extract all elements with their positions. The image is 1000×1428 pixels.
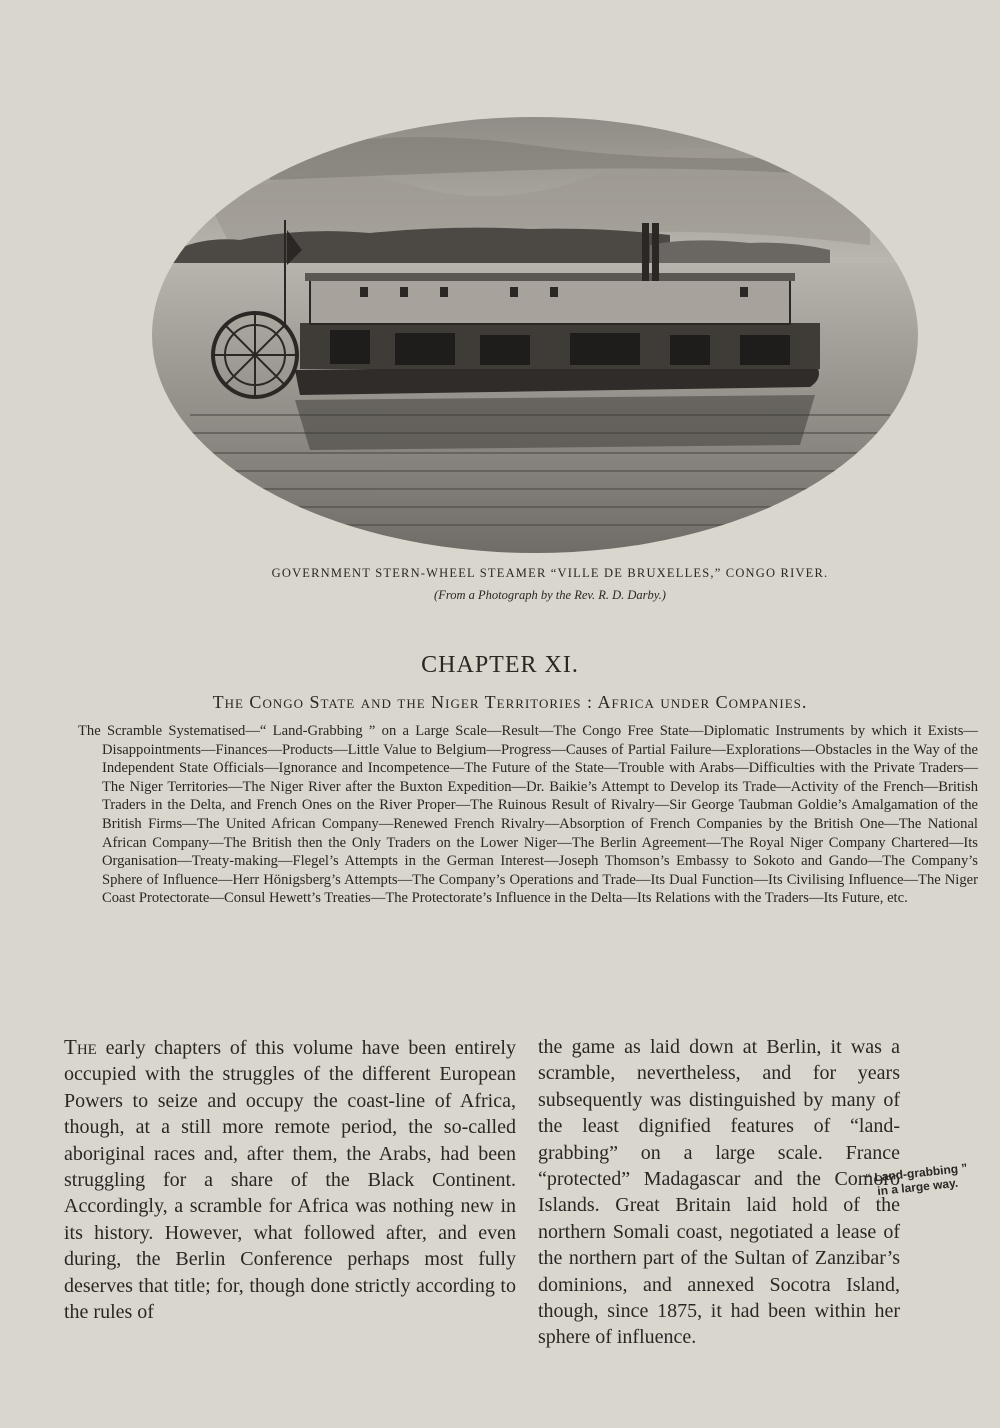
illustration-caption: GOVERNMENT STERN-WHEEL STEAMER “VILLE DE BRUXELLES,” CONGO RIVER. [271,566,829,580]
marginal-note: “ Land-grabbing ” in a large way. [864,1160,969,1199]
right-column-text: the game as laid down at Berlin, it was a scramble, nevertheless, and for years subsequently was distinguished by many of the least dignified features of “land-grabbing” on a large scale. France “protected” Madagascar and the Comoro Islands. Great Britain laid hold of the northern Somali coast, negotiated a lease of the northern part of the Sultan of Zanzibar’s dominions, and annexed Socotra Island, though, since 1875, it had been within her sphere of influence. [538,1036,900,1349]
steamer-engraving [150,115,920,555]
chapter-title: The Congo State and the Niger Territories : Africa under Companies. [212,692,808,712]
chapter-summary-text: The Scramble Systematised—“ Land-Grabbing ” on a Large Scale—Result—The Congo Free State—Diplomatic Instruments by which it Exists—Disappointments—Finances—Products—Little Value to Belgium—Progress—Causes of Partial Failure—Explorations—Obstacles in the Way of the Independent State Officials—Ignorance and Incompetence—The Future of the State—Trouble with Arabs—Difficulties with the Private Traders—The Niger Territories—The Niger River after the Buxton Expedition—Dr. Baikie’s Attempt to Develop its Trade—Activity of the French—British Traders in the Delta, and French Ones on the River Proper—The Ruinous Result of Rivalry—Sir George Taubman Goldie’s Amalgamation of the British Firms—The United African Company—Renewed French Rivalry—Absorption of French Companies by the British One—The National African Company—The British then the Only Traders on the Lower Niger—The Berlin Agreement—The Royal Niger Company Chartered—Its Organisation—Treaty-making—Flegel’s Attempts in the German Interest—Joseph Thomson’s Embassy to Sokoto and Gando—The Company’s Sphere of Influence—Herr Hönigsberg’s Attempts—The Company’s Operations and Trade—Its Dual Function—Its Civilising Influence—The Niger Coast Protectorate—Consul Hewett’s Treaties—The Protectorate’s Influence in the Delta—Its Relations with the Traders—Its Future, etc. [78,723,978,907]
left-column-text: early chapters of this volume have been entirely occupied with the struggles of the different European Powers to seize and occupy the coast-line of Africa, though, at a still more remote period, the so-called aboriginal races and, after them, the Arabs, had been struggling for a share of the Black Continent. Accordingly, a scramble for Africa was nothing new in its history. However, what followed after, and even during, the Berlin Conference perhaps most fully deserves that title; for, though done strictly according to the rules of [64,1037,516,1324]
left-column [64,1034,516,1325]
chapter-summary [78,722,978,908]
illustration-credit: (From a Photograph by the Rev. R. D. Darby.) [434,588,666,602]
lead-word: The [64,1035,97,1059]
right-column [538,1034,900,1351]
chapter-number: CHAPTER XI. [421,652,579,678]
